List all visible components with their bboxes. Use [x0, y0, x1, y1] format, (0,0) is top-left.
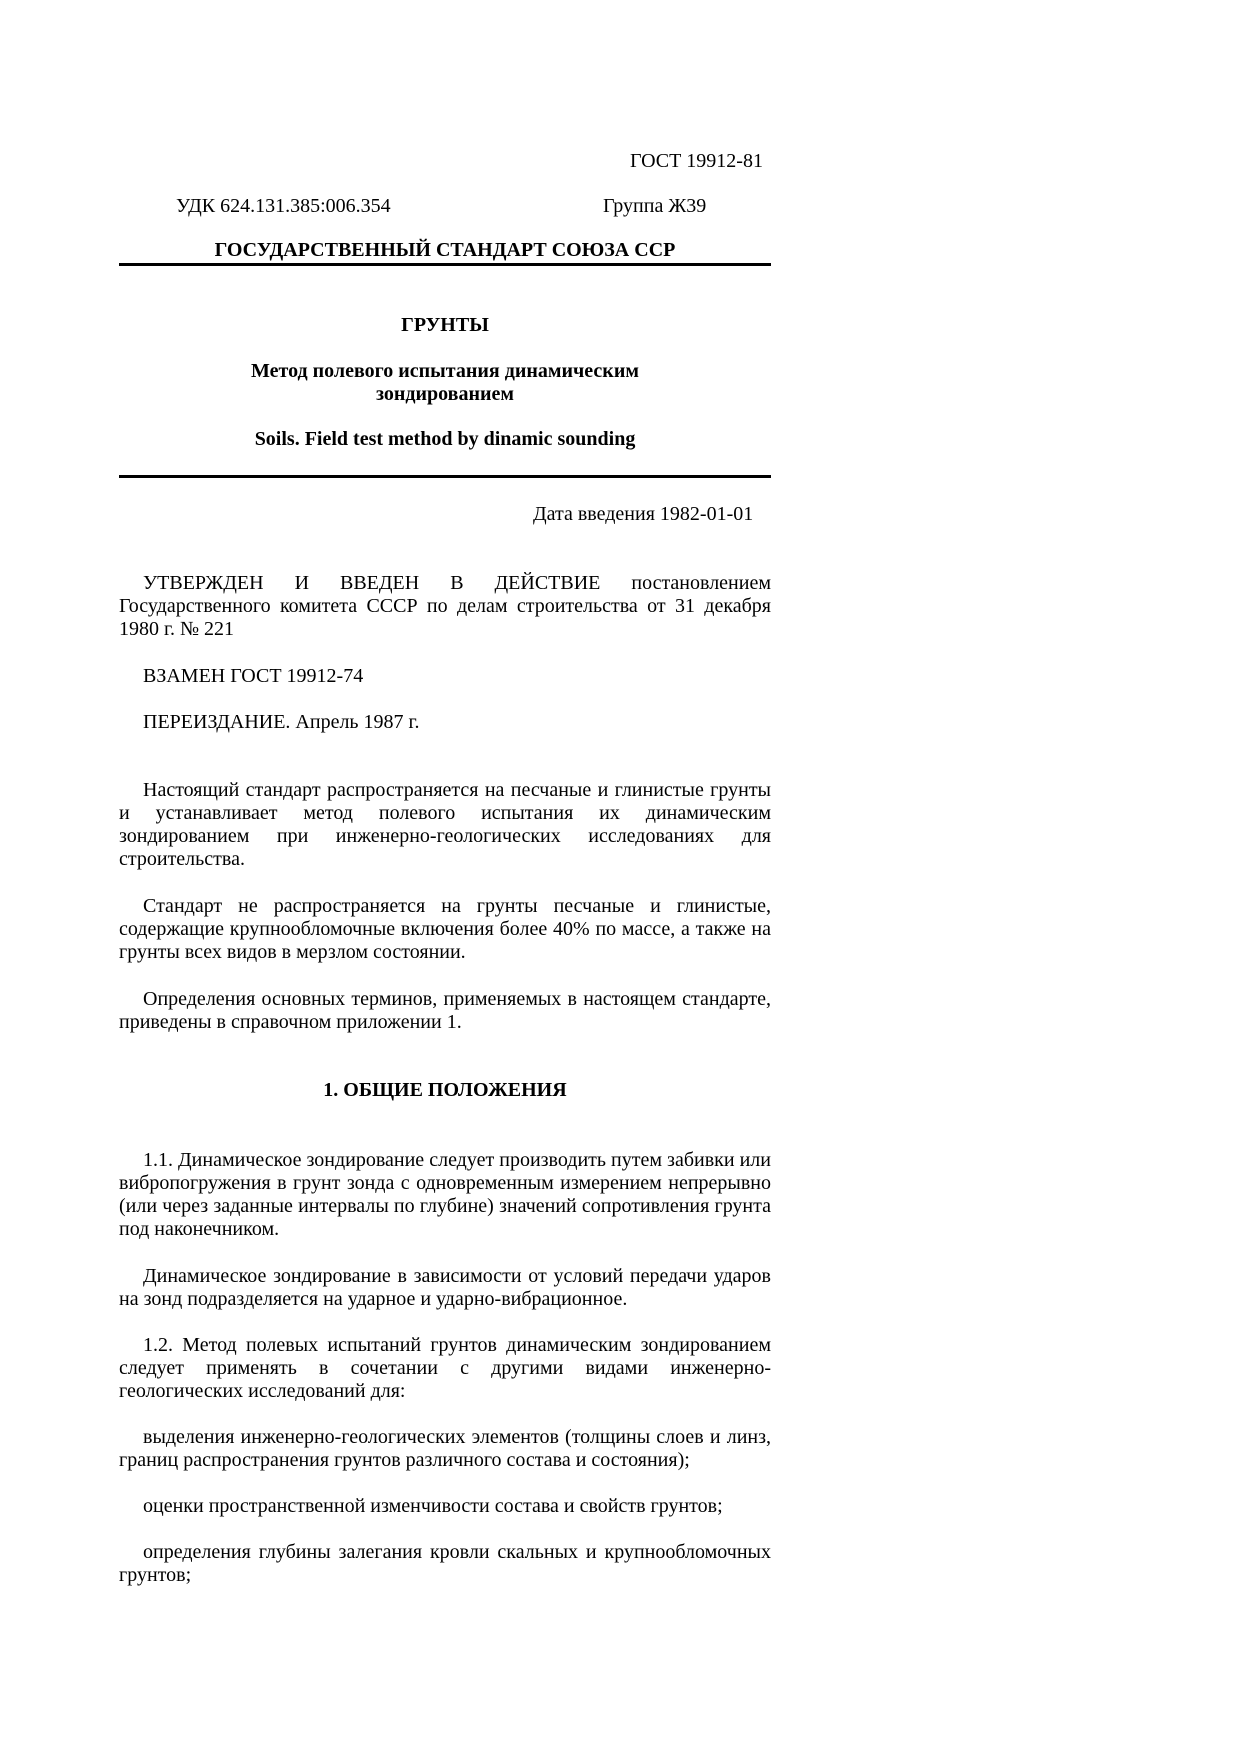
scope-paragraph: Настоящий стандарт распространяется на песчаные и глинистые грунты и устанавливает метод полевого испытания их динамическим зондированием при инженерно-геологических исследованиях для строительства.	[119, 779, 771, 870]
section-paragraph: 1.1. Динамическое зондирование следует производить путем забивки или вибропогружения в грунт зонда с одновременным измерением непрерывно (или через заданные интервалы по глубине) значений сопротивления грунта под наконечником.	[119, 1149, 771, 1240]
group-code: Группа Ж39	[603, 195, 707, 217]
introduction-date: Дата введения 1982-01-01	[533, 503, 754, 525]
section-paragraph: Динамическое зондирование в зависимости от условий передачи ударов на зонд подразделяется на ударное и ударно-вибрационное.	[119, 1265, 771, 1310]
reissue-paragraph: ПЕРЕИЗДАНИЕ. Апрель 1987 г.	[143, 711, 420, 733]
state-standard-title: ГОСУДАРСТВЕННЫЙ СТАНДАРТ СОЮЗА ССР	[214, 239, 676, 261]
title-rule	[119, 475, 771, 478]
header-rule	[119, 263, 771, 266]
section-paragraph: определения глубины залегания кровли скальных и крупнообломочных грунтов;	[119, 1541, 771, 1586]
approval-paragraph: УТВЕРЖДЕН И ВВЕДЕН В ДЕЙСТВИЕ постановлением Государственного комитета СССР по делам строительства от 31 декабря 1980 г. № 221	[119, 572, 771, 640]
section-paragraph: выделения инженерно-геологических элементов (толщины слоев и линз, границ распространения грунтов различного состава и состояния);	[119, 1426, 771, 1471]
gost-number: ГОСТ 19912-81	[630, 150, 763, 172]
doc-subtitle-line-2: зондированием	[375, 383, 515, 405]
doc-english-title: Soils. Field test method by dinamic sounding	[254, 428, 636, 450]
section-heading: 1. ОБЩИЕ ПОЛОЖЕНИЯ	[323, 1079, 567, 1101]
section-paragraph: 1.2. Метод полевых испытаний грунтов динамическим зондированием следует применять в сочетании с другими видами инженерно-геологических исследований для:	[119, 1334, 771, 1402]
section-paragraph: оценки пространственной изменчивости состава и свойств грунтов;	[143, 1495, 723, 1517]
scope-paragraph: Стандарт не распространяется на грунты песчаные и глинистые, содержащие крупнообломочные включения более 40% по массе, а также на грунты всех видов в мерзлом состоянии.	[119, 895, 771, 963]
udk-code: УДК 624.131.385:006.354	[176, 195, 391, 217]
doc-subtitle-line-1: Метод полевого испытания динамическим	[251, 360, 639, 382]
doc-title: ГРУНТЫ	[401, 314, 489, 336]
scope-paragraph: Определения основных терминов, применяемых в настоящем стандарте, приведены в справочном приложении 1.	[119, 988, 771, 1033]
replaces-paragraph: ВЗАМЕН ГОСТ 19912-74	[143, 665, 364, 687]
